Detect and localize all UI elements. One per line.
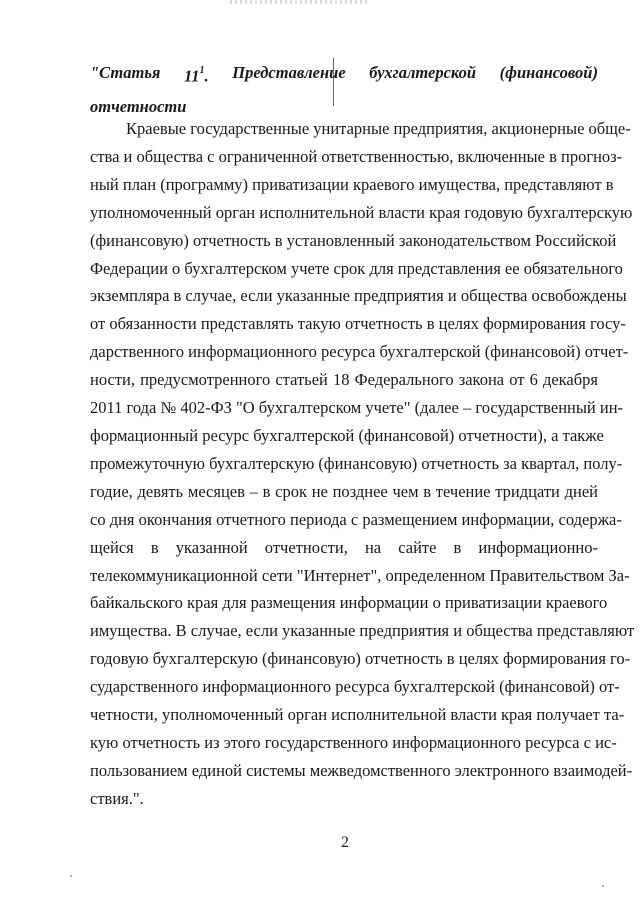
heading-line-2: отчетности xyxy=(90,96,187,116)
body-line: (финансовую) отчетность в установленный законодательством Российской xyxy=(90,230,617,250)
body-line: экземпляра в случае, если указанные предприятия и общества освобождены xyxy=(90,286,627,306)
heading-word: "Статья xyxy=(90,63,161,82)
scan-artifact-top xyxy=(230,0,370,4)
body-line: ства и общества с ограниченной ответственностью, включенные в прогноз- xyxy=(90,146,623,166)
heading-article-number: $11^1$. xyxy=(183,65,209,86)
body-line: годие, девять месяцев – в срок не позднее чем в течение тридцати дней xyxy=(90,481,598,501)
body-line: щейся в указанной отчетности, на сайте в информационно- xyxy=(90,537,598,557)
heading-line-1 xyxy=(90,58,598,92)
body-line: от обязанности представлять такую отчетность в целях формирования госу- xyxy=(90,314,626,334)
body-line: имущества. В случае, если указанные предприятия и общества представляют xyxy=(90,621,635,641)
body-line: ный план (программу) приватизации краевого имущества, представляют в xyxy=(90,174,614,194)
body-line: промежуточную бухгалтерскую (финансовую) отчетность за квартал, полу- xyxy=(90,453,623,473)
heading-word: Представление xyxy=(232,63,346,82)
body-line: Краевые государственные унитарные предприятия, акционерные обще- xyxy=(126,119,631,138)
body-line: дарственного информационного ресурса бухгалтерской (финансовой) отчет- xyxy=(90,342,629,362)
body-line: 2011 года № 402-ФЗ "О бухгалтерском учете" (далее – государственный ин- xyxy=(90,398,624,418)
heading-word: бухгалтерской xyxy=(369,63,477,82)
body-line: кую отчетность из этого государственного информационного ресурса с ис- xyxy=(90,732,617,752)
body-line: Федерации о бухгалтерском учете срок для представления ее обязательного xyxy=(90,258,623,278)
scan-artifact-dot xyxy=(602,885,604,887)
scan-artifact-dot xyxy=(70,875,72,877)
body-line: со дня окончания отчетного периода с размещением информации, содержа- xyxy=(90,509,622,529)
heading-word: (финансовой) xyxy=(499,63,598,82)
body-line: ности, предусмотренного статьей 18 Федерального закона от 6 декабря xyxy=(90,370,598,390)
article-heading xyxy=(90,58,598,122)
article-body xyxy=(90,115,635,813)
body-line: телекоммуникационной сети "Интернет", определенном Правительством За- xyxy=(90,565,630,585)
body-line: сударственного информационного ресурса бухгалтерской (финансовой) от- xyxy=(90,677,620,697)
body-line: байкальского края для размещения информации о приватизации краевого xyxy=(90,593,608,613)
body-line: формационный ресурс бухгалтерской (финансовой) отчетности), а также xyxy=(90,425,604,445)
body-line: четности, уполномоченный орган исполнительной власти края получает та- xyxy=(90,705,625,725)
body-line: ствия.". xyxy=(90,788,144,808)
body-line: уполномоченный орган исполнительной власти края годовую бухгалтерскую xyxy=(90,202,633,222)
page-number: 2 xyxy=(341,834,349,851)
body-line: годовую бухгалтерскую (финансовую) отчетность в целях формирования го- xyxy=(90,649,631,669)
body-line: пользованием единой системы межведомственного электронного взаимодей- xyxy=(90,760,633,780)
